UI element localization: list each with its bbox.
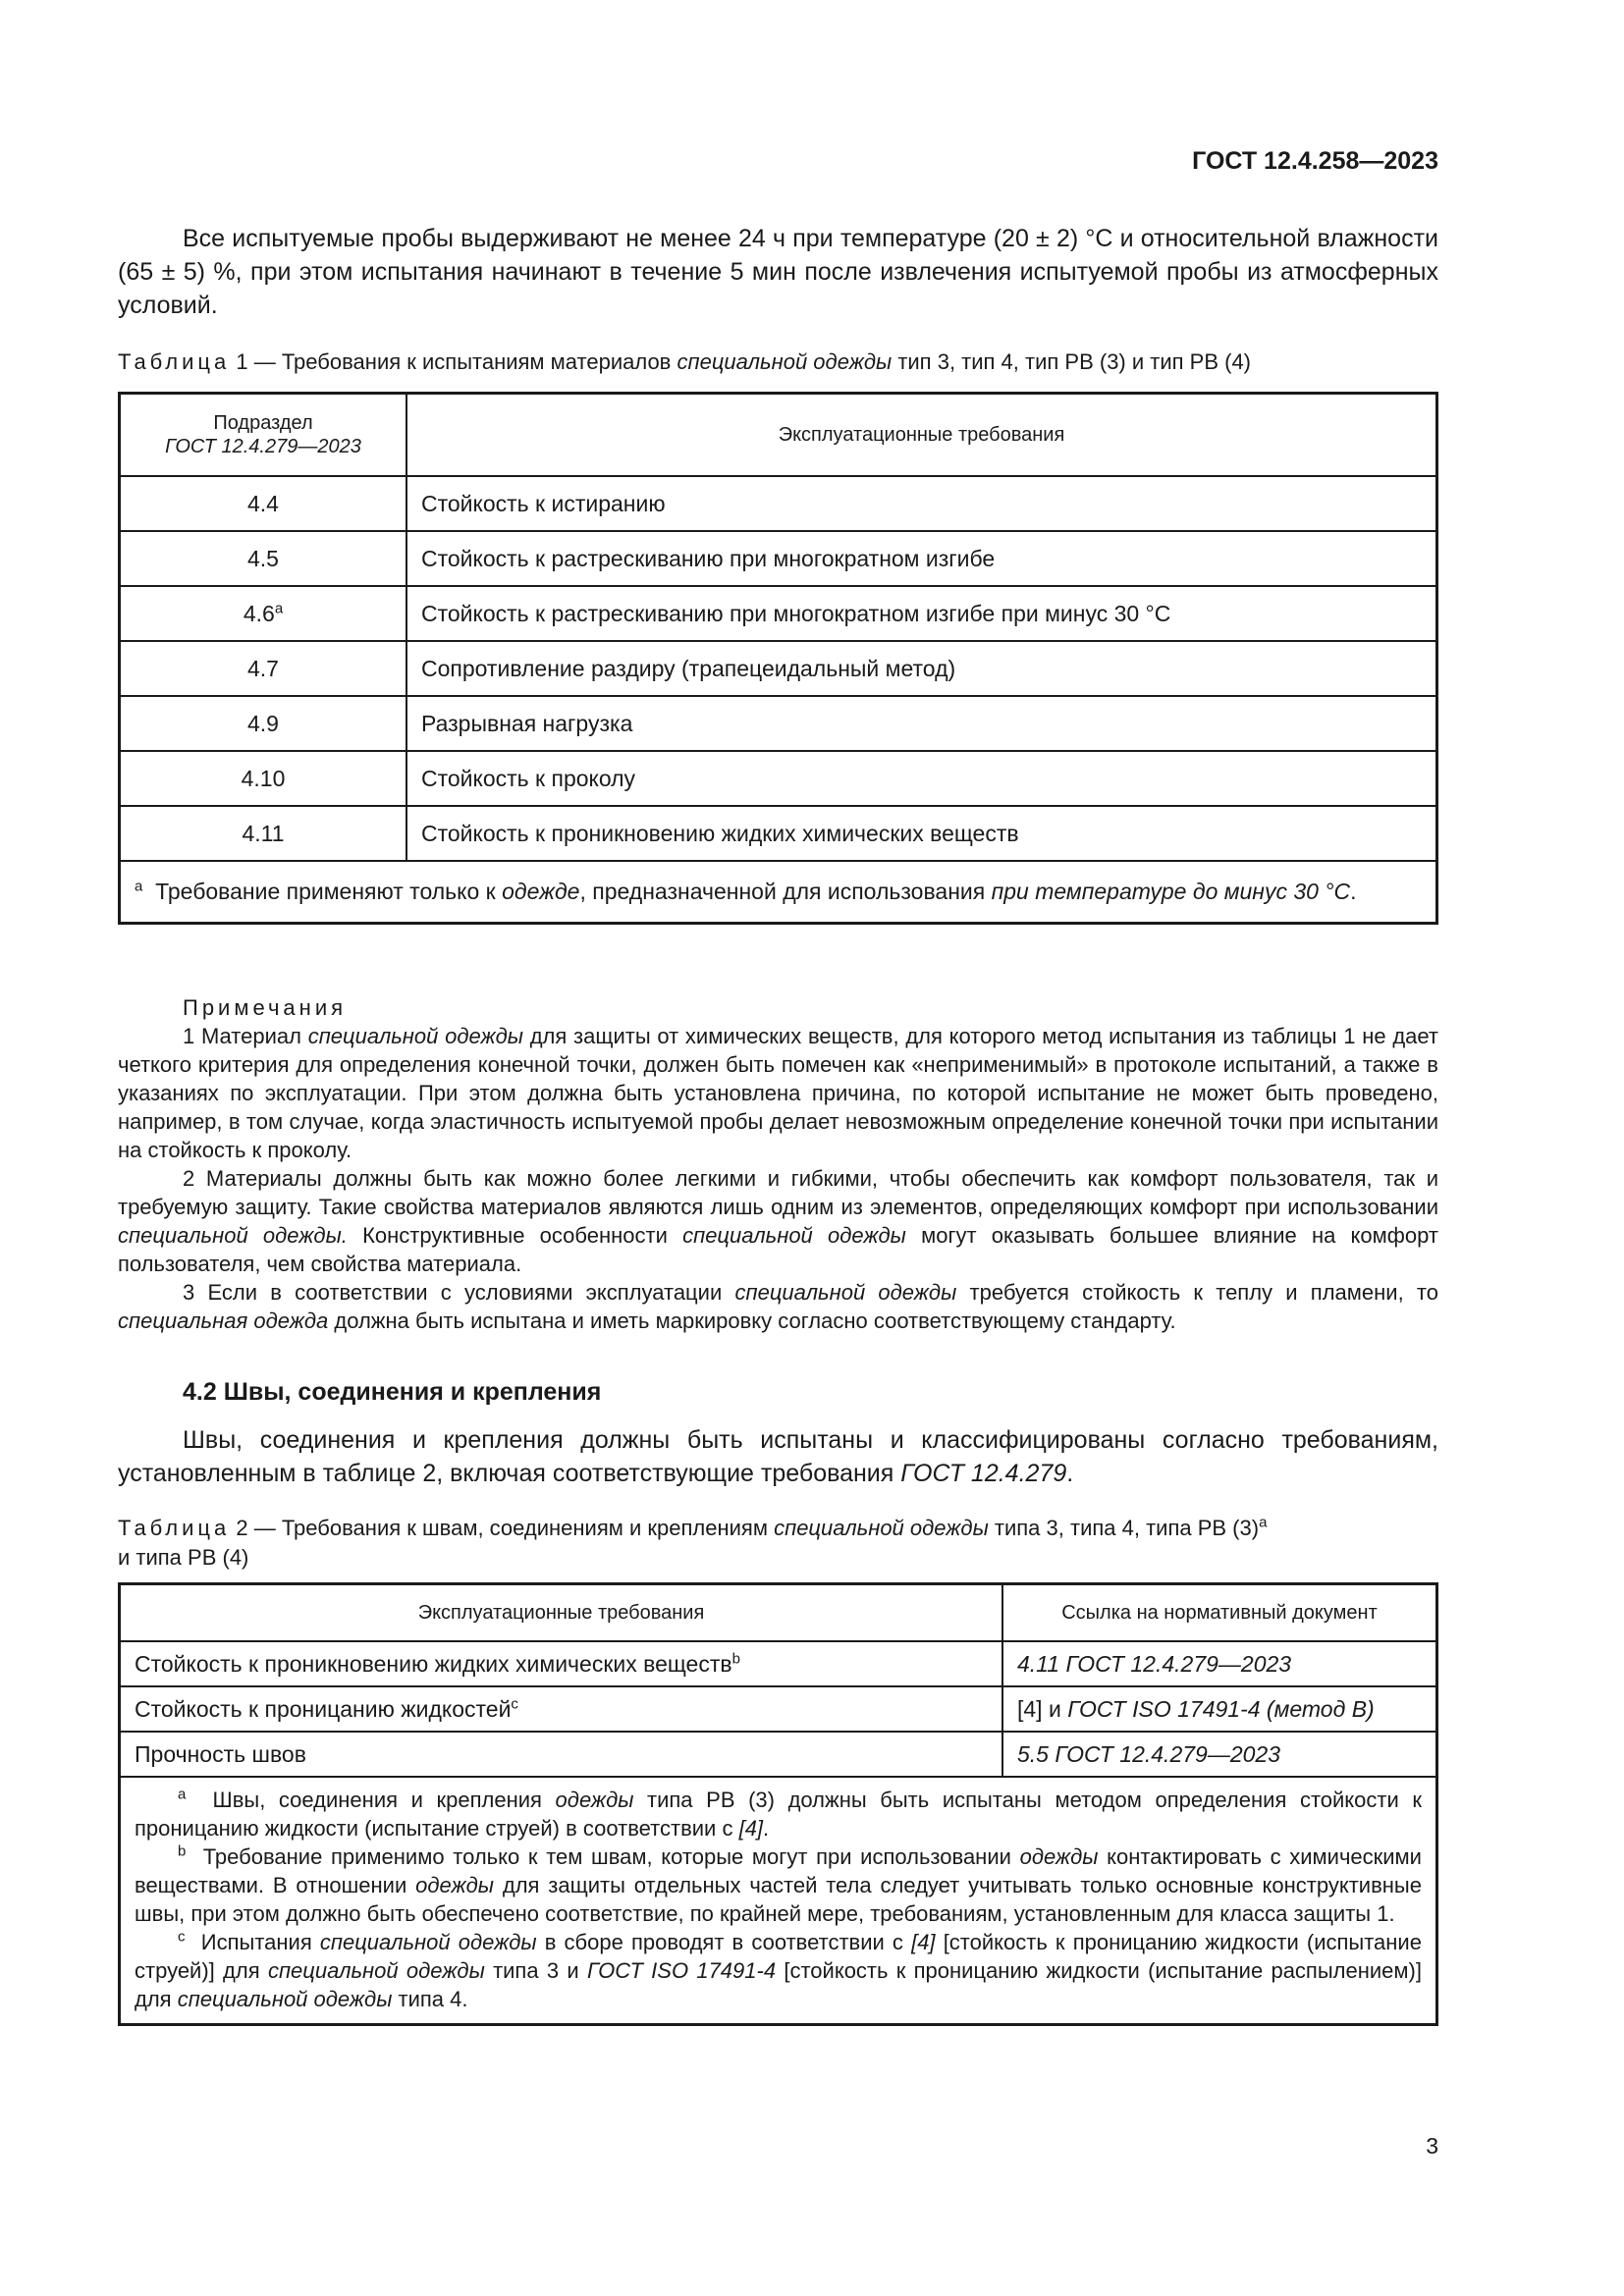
table2 — [118, 1582, 1438, 2026]
table-row: 4.6$^a$ Стойкость к растрескиванию при многократном изгибе при минус 30 °C — [120, 586, 1437, 641]
table-row: 4.4 Стойкость к истиранию — [120, 476, 1437, 531]
note-2: 2 Материалы должны быть как можно более легкими и гибкими, чтобы обеспечить как комфорт пользователя, так и требуемую защиту. Такие свойства материалов являются лишь одним из элементов, определяющих комфорт при использовании специальной одежды. Конструктивные особенности специальной одежды могут оказывать большее влияние на комфорт пользователя, чем свойства материала. — [118, 1166, 1438, 1276]
footnote-b: $^b$ Требование применимо только к тем швам, которые могут при использовании одежды контактировать с химическими веществами. В отношении одежды для защиты отдельных частей тела следует учитывать только основные конструктивные швы, при этом должно быть обеспечено соответствие, по крайней мере, требованиям, установленным для класса защиты 1. — [135, 1842, 1422, 1926]
table1-col-subsection: Подраздел ГОСТ 12.4.279—2023 — [120, 394, 407, 477]
table-row: Прочность швов 5.5 ГОСТ 12.4.279—2023 — [120, 1732, 1437, 1777]
table1-header-row — [120, 394, 1437, 477]
table2-col-requirements: Эксплуатационные требования — [120, 1584, 1003, 1642]
table1-col-requirements: Эксплуатационные требования — [406, 394, 1437, 477]
section-paragraph: Швы, соединения и крепления должны быть испытаны и классифицированы согласно требованиям, установленным в таблице 2, включая соответствующие требования ГОСТ 12.4.279. — [118, 1426, 1438, 1487]
footnote-c: $^c$ Испытания специальной одежды в сборе проводят в соответствии с [4] [стойкость к проницанию жидкости (испытание струей)] для специальной одежды типа 3 и ГОСТ ISO 17491-4 [стойкость к проницанию жидкости (испытание распылением)] для специальной одежды типа 4. — [135, 1928, 1422, 2011]
table-row: 4.9 Разрывная нагрузка — [120, 696, 1437, 751]
table-row: 4.7 Сопротивление раздиру (трапецеидальный метод) — [120, 641, 1437, 696]
table1-footnote-row — [120, 861, 1437, 924]
table1-footnote: $^a$ Требование применяют только к одежде, предназначенной для использования при температуре до минус 30 °C. — [120, 861, 1437, 924]
note-3: 3 Если в соответствии с условиями эксплуатации специальной одежды требуется стойкость к теплу и пламени, то специальная одежда должна быть испытана и иметь маркировку согласно соответствующему стандарту. — [118, 1280, 1438, 1333]
table-row: Стойкость к проникновению жидких химических веществ$^b$ 4.11 ГОСТ 12.4.279—2023 — [120, 1641, 1437, 1686]
notes-title: Примечания — [183, 995, 348, 1020]
table2-caption: Таблица 2 — Требования к швам, соединениям и креплениям специальной одежды типа 3, типа 4, типа РВ $(3)^a$ и типа РВ (4) — [118, 1514, 1268, 1570]
table2-footnotes — [120, 1777, 1437, 2025]
table2-col-reference: Ссылка на нормативный документ — [1002, 1584, 1437, 1642]
table-row: 4.5 Стойкость к растрескиванию при многократном изгибе — [120, 531, 1437, 586]
table-row: 4.11 Стойкость к проникновению жидких химических веществ — [120, 806, 1437, 861]
notes-block — [118, 993, 1438, 1335]
table2-header-row — [120, 1584, 1437, 1642]
footnote-ref: a — [274, 599, 284, 616]
page-number: 3 — [1426, 2133, 1438, 2159]
table-row: Стойкость к проницанию жидкостей$^c$ [4] и ГОСТ ISO 17491-4 (метод В) — [120, 1686, 1437, 1732]
table2-footnote-row — [120, 1777, 1437, 2025]
document-page — [118, 0, 1438, 2296]
footnote-a: $^a$ Швы, соединения и крепления одежды типа РВ (3) должны быть испытаны методом определения стойкости к проницанию жидкости (испытание струей) в соответствии с [4]. — [135, 1786, 1422, 1841]
document-header: ГОСТ 12.4.258—2023 — [1192, 147, 1438, 175]
section-title: 4.2 Швы, соединения и крепления — [183, 1378, 602, 1406]
intro-paragraph: Все испытуемые пробы выдерживают не менее 24 ч при температуре (20 ± 2) °C и относительной влажности (65 ± 5) %, при этом испытания начинают в течение 5 мин после извлечения испытуемой пробы из атмосферных условий. — [118, 225, 1438, 319]
table1-caption: Таблица 1 — Требования к испытаниям материалов специальной одежды тип 3, тип 4, тип РВ (3) и тип РВ (4) — [118, 349, 1252, 374]
table-row: 4.10 Стойкость к проколу — [120, 751, 1437, 806]
note-1: 1 Материал специальной одежды для защиты от химических веществ, для которого метод испытания из таблицы 1 не дает четкого критерия для определения конечной точки, должен быть помечен как «неприменимый» в протоколе испытаний, а также в указаниях по эксплуатации. При этом должна быть установлена причина, по которой испытание не может быть проведено, например, в том случае, когда эластичность испытуемой пробы делает невозможным определение конечной точки при испытании на стойкость к проколу. — [118, 1024, 1438, 1162]
table1 — [118, 392, 1438, 925]
